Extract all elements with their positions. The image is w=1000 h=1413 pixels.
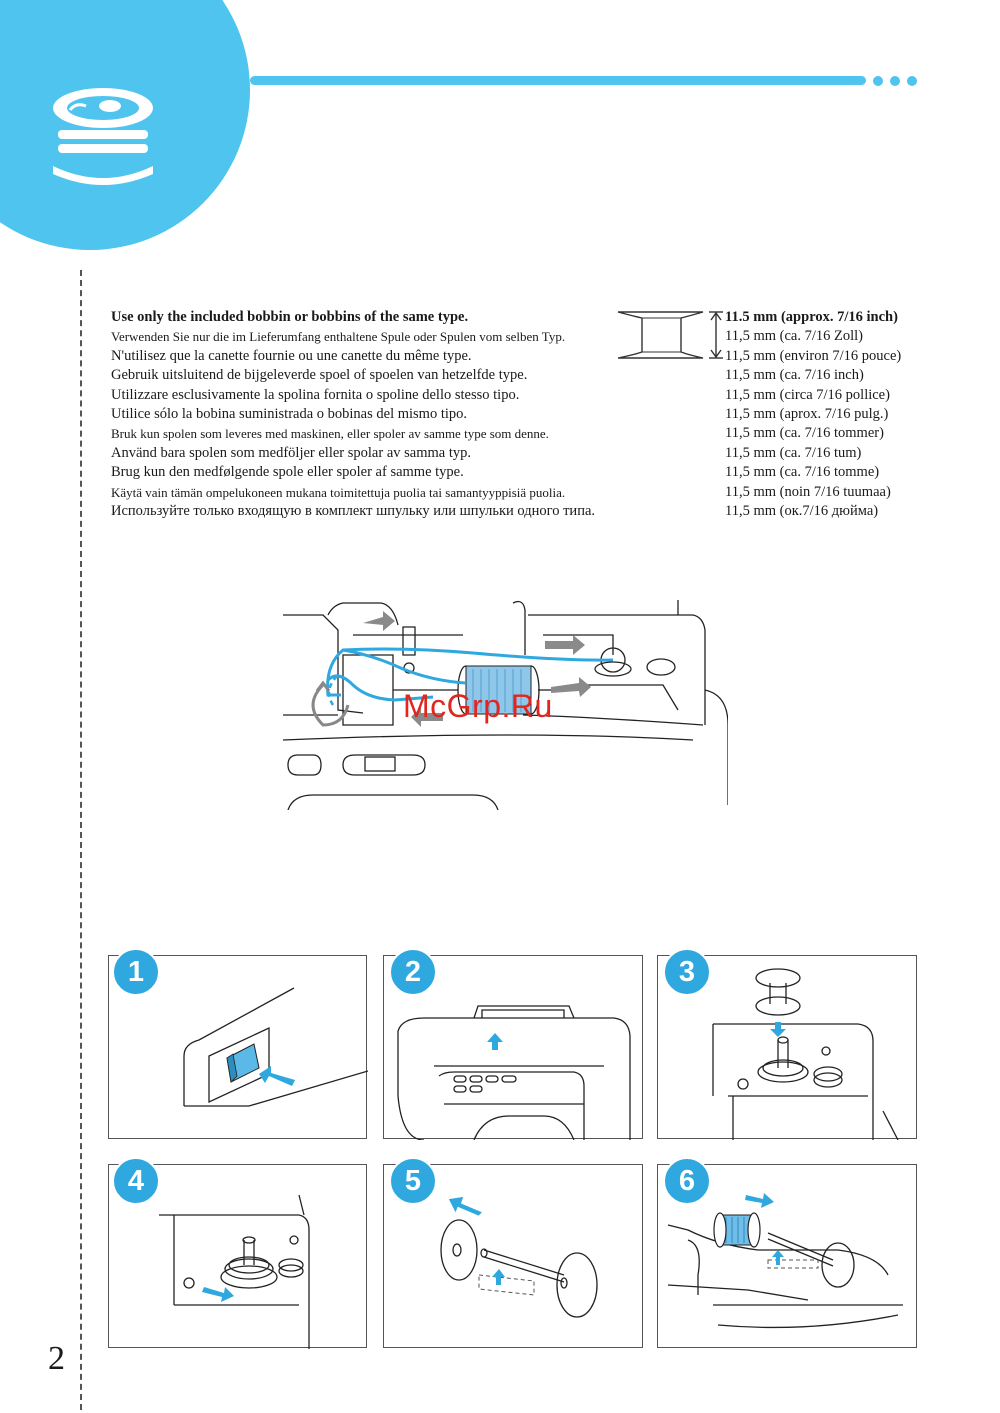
header-dot <box>890 76 900 86</box>
instruction-fi: Käytä vain tämän ompelukoneen mukana toimitettuja puolia tai samantyyppisiä puolia. <box>111 484 566 500</box>
step-2-badge: 2 <box>389 948 437 996</box>
measurement-da: 11,5 mm (ca. 7/16 tomme) <box>725 464 880 481</box>
measurement-fi: 11,5 mm (noin 7/16 tuumaa) <box>725 483 891 500</box>
instruction-nl: Gebruik uitsluitend de bijgeleverde spoel of spoelen van hetzelfde type. <box>111 367 528 384</box>
bobbin-icon <box>48 80 158 190</box>
header-dot <box>873 76 883 86</box>
bobbin-size-diagram <box>615 308 730 364</box>
instruction-ru: Используйте только входящую в комплект шпульку или шпульки одного типа. <box>111 502 596 519</box>
bobbin-instructions <box>111 308 631 521</box>
instruction-fr: N'utilisez que la canette fournie ou une canette du même type. <box>111 347 472 364</box>
measurement-nl: 11,5 mm (ca. 7/16 inch) <box>725 367 864 384</box>
header-dot <box>907 76 917 86</box>
measurement-it: 11,5 mm (circa 7/16 pollice) <box>725 386 890 403</box>
bobbin-measurements <box>725 308 995 521</box>
measurement-no: 11,5 mm (ca. 7/16 tommer) <box>725 425 884 442</box>
step-6-badge: 6 <box>663 1157 711 1205</box>
step-1-badge: 1 <box>112 948 160 996</box>
measurement-de: 11,5 mm (ca. 7/16 Zoll) <box>725 328 863 345</box>
step-3-badge: 3 <box>663 948 711 996</box>
measurement-fr: 11,5 mm (environ 7/16 pouce) <box>725 347 902 364</box>
margin-dashed-line <box>80 270 82 1410</box>
step-4-badge: 4 <box>112 1157 160 1205</box>
watermark-text: McGrp.Ru <box>403 688 553 724</box>
instruction-de: Verwenden Sie nur die im Lieferumfang enthaltene Spule oder Spulen vom selben Typ. <box>111 329 566 345</box>
measurement-sv: 11,5 mm (ca. 7/16 tum) <box>725 444 862 461</box>
measurement-ru: 11,5 mm (ок.7/16 дюйма) <box>725 502 879 519</box>
instruction-no: Bruk kun spolen som leveres med maskinen, eller spoler av samme type som denne. <box>111 426 549 442</box>
step-5-badge: 5 <box>389 1157 437 1205</box>
measurement-en: 11.5 mm (approx. 7/16 inch) <box>725 309 898 325</box>
measurement-es: 11,5 mm (aprox. 7/16 pulg.) <box>725 405 889 422</box>
instruction-en: Use only the included bobbin or bobbins of the same type. <box>111 309 469 325</box>
page-number: 2 <box>48 1340 65 1377</box>
instruction-it: Utilizzare esclusivamente la spolina fornita o spoline dello stesso tipo. <box>111 386 520 403</box>
instruction-sv: Använd bara spolen som medföljer eller spolar av samma typ. <box>111 444 471 461</box>
header-bar <box>250 76 866 85</box>
instruction-da: Brug kun den medfølgende spole eller spoler af samme type. <box>111 464 464 481</box>
instruction-es: Utilice sólo la bobina suministrada o bobinas del mismo tipo. <box>111 405 468 422</box>
